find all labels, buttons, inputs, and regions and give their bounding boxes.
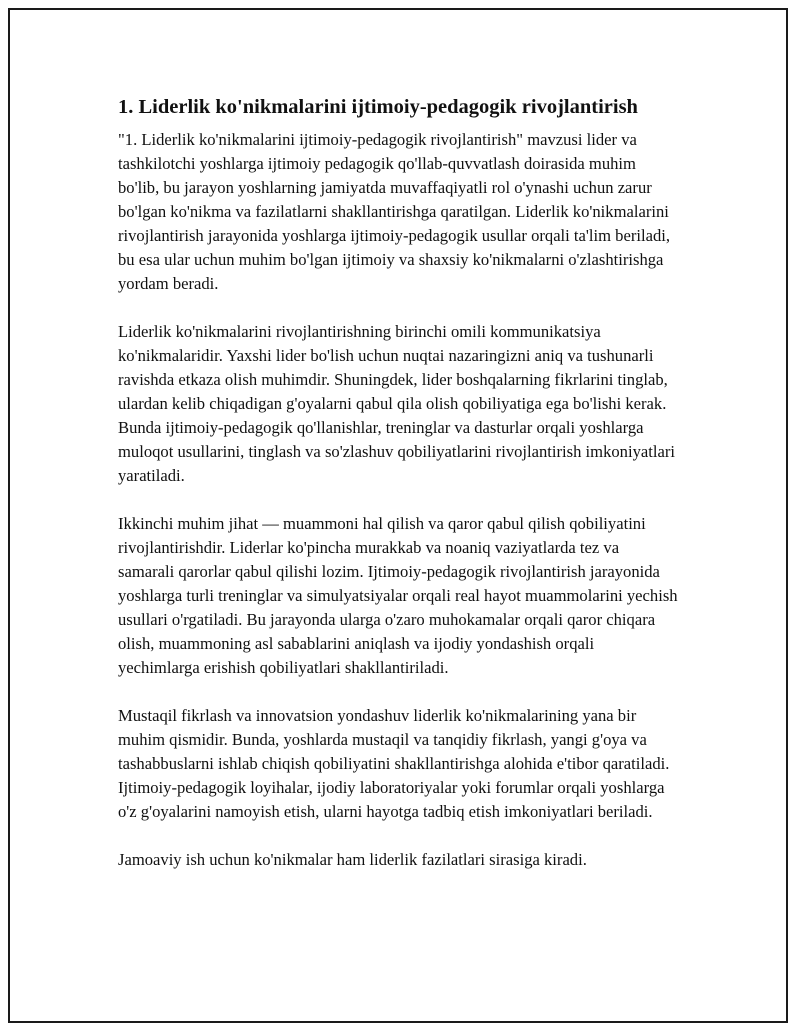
paragraph-communication: Liderlik ko'nikmalarini rivojlantirishning birinchi omili kommunikatsiya ko'nikmalaridir. Yaxshi lider bo'lish uchun nuqtai nazaringizni aniq va tushunarli ravishda etkaza olish muhimdir. Shuningdek, lider boshqalarning fikrlarini tinglab, ulardan kelib chiqadigan g'oyalarni qabul qila olish qobiliyatiga ega bo'lishi kerak. Bunda ijtimoiy-pedagogik qo'llanishlar, treninglar va dasturlar orqali yoshlarga muloqot usullarini, tinglash va so'zlashuv qobiliyatlarini rivojlantirish imkoniyatlari yaratiladi. xyxy=(118,322,675,485)
paragraph-intro: "1. Liderlik ko'nikmalarini ijtimoiy-pedagogik rivojlantirish" mavzusi lider va tashkilotchi yoshlarga ijtimoiy pedagogik qo'llab-quvvatlash doirasida muhim bo'lib, bu jarayon yoshlarning jamiyatda muvaffaqiyatli rol o'ynashi uchun zarur bo'lgan ko'nikma va fazilatlarni shakllantirishga qaratilgan. Liderlik ko'nikmalarini rivojlantirish jarayonida yoshlarga ijtimoiy-pedagogik usullar orqali ta'lim beriladi, bu esa ular uchun muhim bo'lgan ijtimoiy va shaxsiy ko'nikmalarni o'zlashtirishga yordam beradi. xyxy=(118,130,670,293)
section-heading: 1. Liderlik ko'nikmalarini ijtimoiy-pedagogik rivojlantirish xyxy=(118,96,638,118)
paragraph-independent-thinking: Mustaqil fikrlash va innovatsion yondashuv liderlik ko'nikmalarining yana bir muhim qismidir. Bunda, yoshlarda mustaqil va tanqidiy fikrlash, yangi g'oya va tashabbuslarni ishlab chiqish qobiliyatini shakllantirishga alohida e'tibor qaratiladi. Ijtimoiy-pedagogik loyihalar, ijodiy laboratoriyalar yoki forumlar orqali yoshlarga o'z g'oyalarini namoyish etish, ularni hayotga tadbiq etish imkoniyatlari beriladi. xyxy=(118,706,670,821)
paragraph-teamwork: Jamoaviy ish uchun ko'nikmalar ham liderlik fazilatlari sirasiga kiradi. xyxy=(118,850,587,869)
paragraph-problem-solving: Ikkinchi muhim jihat — muammoni hal qilish va qaror qabul qilish qobiliyatini rivojlantirishdir. Liderlar ko'pincha murakkab va noaniq vaziyatlarda tez va samarali qarorlar qabul qilishi lozim. Ijtimoiy-pedagogik rivojlantirish jarayonida yoshlarga turli treninglar va simulyatsiyalar orqali real hayot muammolarini yechish usullari o'rgatiladi. Bu jarayonda ularga o'zaro muhokamalar orqali qaror chiqara olish, muammoning asl sabablarini aniqlash va ijodiy yondashish orqali yechimlarga erishish qobiliyatlari shakllantiriladi. xyxy=(118,514,678,677)
document-body xyxy=(118,94,678,896)
